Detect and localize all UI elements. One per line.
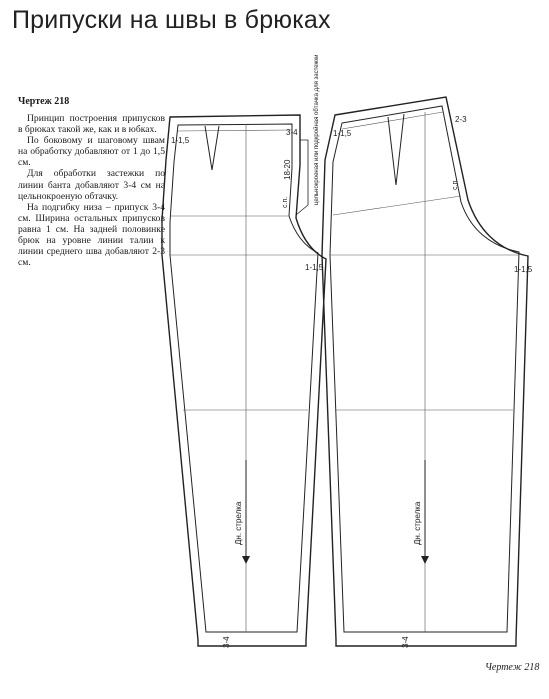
paragraph-side-seams: По боковому и шаговому швам на обработку добавляют от 1 до 1,5 см. [18,135,165,169]
paragraph-hem: На подгибку низа – припуск 3-4 см. Ширина остальных припусков равна 1 см. На задней половинке брюк на уровне линии талии к линии среднего шва добавляют 2-3 см. [18,201,165,269]
front-waist-side-allowance: 1-1,5 [171,136,190,145]
front-fly-top-allowance: 3-4 [286,128,298,137]
front-inseam-allowance: 1-1,5 [305,263,324,272]
back-seam-mark: с.п. [452,178,459,190]
back-hem-allowance: 3-4 [401,636,410,648]
front-seam-mark: с.п. [282,196,289,208]
front-inner-outline [170,124,318,632]
back-grain-label: Дн. стрелка [413,501,422,545]
front-trouser-piece [162,115,326,646]
front-grain-label: Дн. стрелка [234,501,243,545]
front-outer-outline [162,115,326,646]
front-waist-line [178,130,292,131]
front-dart [205,126,219,170]
front-hem-allowance: 3-4 [222,636,231,648]
front-fly-extension-label: 18-20 [283,159,292,180]
page-title: Припуски на швы в брюках [12,6,331,34]
back-hip-line [333,196,461,215]
back-waist-side-allowance: 1-1,5 [333,129,352,138]
figure-caption: Чертеж 218 [485,662,540,673]
back-inseam-allowance: 1-1,5 [514,265,533,274]
back-center-top-allowance: 2-3 [455,115,467,124]
back-dart [388,114,404,185]
paragraph-principle: Принцип построения припусков в брюках такой же, как и в юбках. [18,113,165,136]
figure-label: Чертеж 218 [18,96,70,107]
front-fly-extension [296,140,308,215]
back-trouser-piece [322,97,528,646]
front-facing-note: цельнокроеная или подкройная обтачка для застежки [314,54,320,205]
paragraph-fly: Для обработки застежки по линии банта добавляют 3-4 см на цельнокроеную обтачку. [18,168,165,202]
